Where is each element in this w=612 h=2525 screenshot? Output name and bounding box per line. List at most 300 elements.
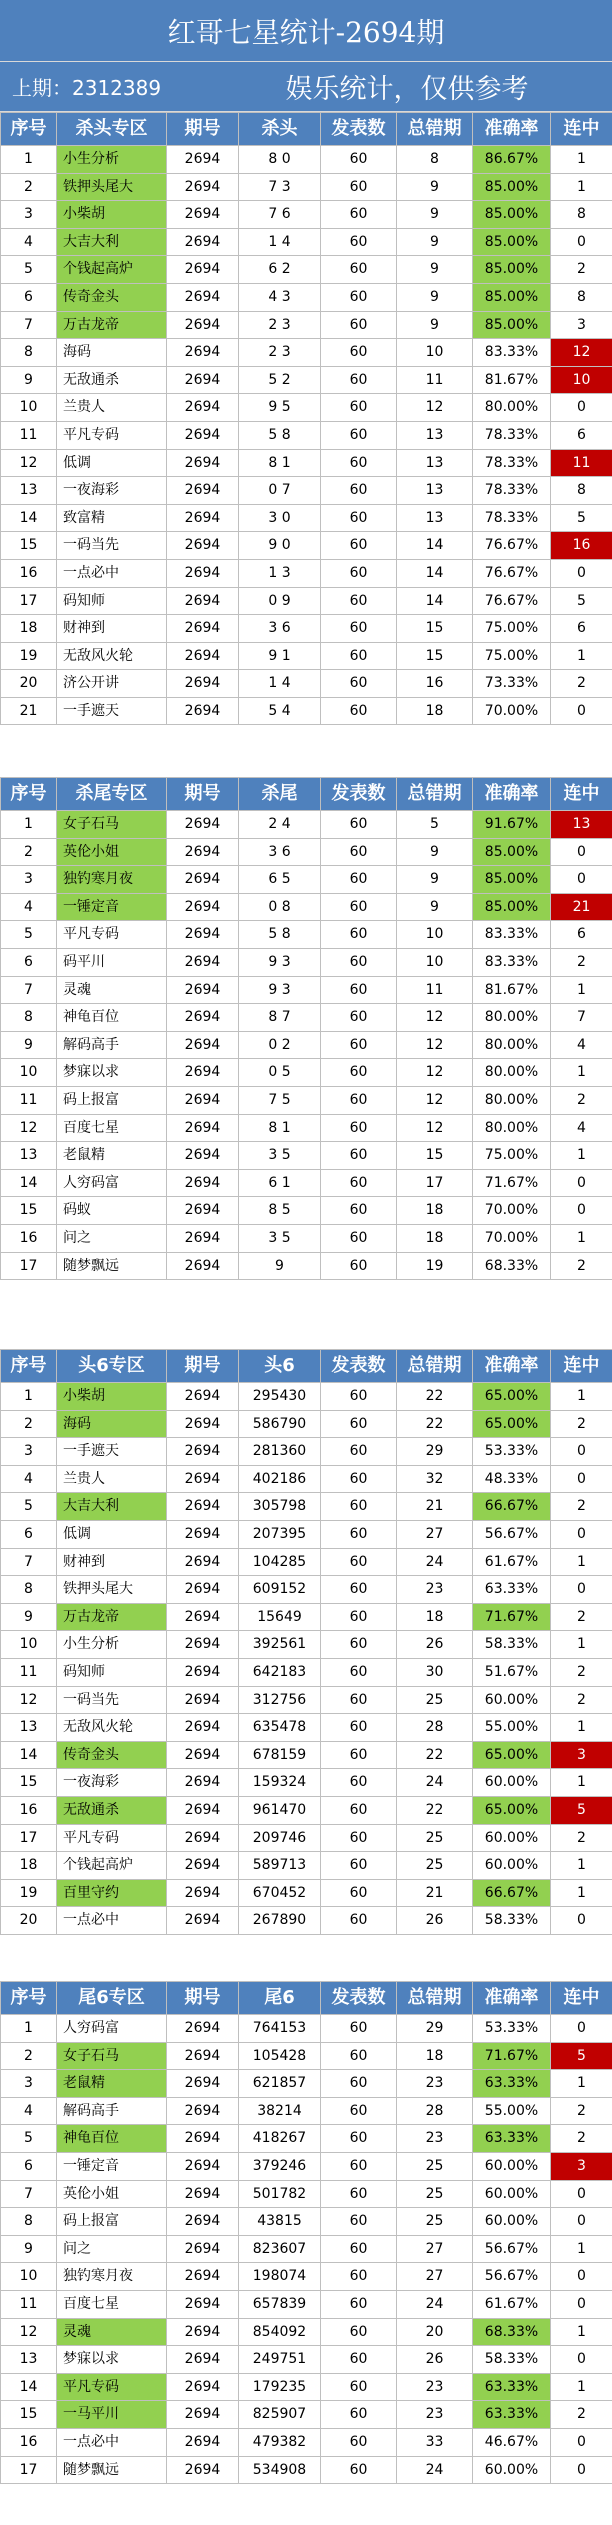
total-miss: 8 bbox=[397, 146, 473, 174]
accuracy: 60.00% bbox=[473, 2208, 551, 2236]
table-row bbox=[1, 2152, 612, 2180]
total-miss: 14 bbox=[397, 532, 473, 560]
prediction-value: 249751 bbox=[239, 2346, 321, 2374]
predictor-name: 一夜海彩 bbox=[57, 477, 167, 505]
streak: 1 bbox=[551, 2070, 612, 2098]
table-header-row bbox=[1, 1350, 612, 1383]
issue-number: 2694 bbox=[167, 2042, 239, 2070]
table-row bbox=[1, 2290, 612, 2318]
accuracy: 91.67% bbox=[473, 811, 551, 839]
row-index: 20 bbox=[1, 670, 57, 698]
row-index: 6 bbox=[1, 948, 57, 976]
accuracy: 85.00% bbox=[473, 201, 551, 229]
post-count: 60 bbox=[321, 2180, 397, 2208]
issue-number: 2694 bbox=[167, 2152, 239, 2180]
row-index: 21 bbox=[1, 697, 57, 725]
total-miss: 12 bbox=[397, 1114, 473, 1142]
row-index: 3 bbox=[1, 1438, 57, 1466]
predictor-name: 解码高手 bbox=[57, 2097, 167, 2125]
post-count: 60 bbox=[321, 642, 397, 670]
total-miss: 5 bbox=[397, 811, 473, 839]
total-miss: 20 bbox=[397, 2318, 473, 2346]
row-index: 13 bbox=[1, 477, 57, 505]
accuracy: 81.67% bbox=[473, 976, 551, 1004]
prediction-value: 6 2 bbox=[239, 256, 321, 284]
prediction-value: 2 3 bbox=[239, 311, 321, 339]
prediction-value: 764153 bbox=[239, 2015, 321, 2043]
predictor-name: 百度七星 bbox=[57, 1114, 167, 1142]
prediction-value: 402186 bbox=[239, 1465, 321, 1493]
post-count: 60 bbox=[321, 2346, 397, 2374]
total-miss: 26 bbox=[397, 1907, 473, 1935]
streak: 2 bbox=[551, 1686, 612, 1714]
row-index: 13 bbox=[1, 2346, 57, 2374]
post-count: 60 bbox=[321, 615, 397, 643]
row-index: 6 bbox=[1, 2152, 57, 2180]
predictor-name: 百度七星 bbox=[57, 2290, 167, 2318]
table-row bbox=[1, 1658, 612, 1686]
post-count: 60 bbox=[321, 559, 397, 587]
accuracy: 46.67% bbox=[473, 2428, 551, 2456]
table-row bbox=[1, 2070, 612, 2098]
post-count: 60 bbox=[321, 921, 397, 949]
issue-number: 2694 bbox=[167, 477, 239, 505]
issue-number: 2694 bbox=[167, 449, 239, 477]
accuracy: 60.00% bbox=[473, 2456, 551, 2484]
row-index: 15 bbox=[1, 1769, 57, 1797]
accuracy: 71.67% bbox=[473, 1169, 551, 1197]
prediction-value: 43815 bbox=[239, 2208, 321, 2236]
table-row bbox=[1, 201, 612, 229]
table-row bbox=[1, 1548, 612, 1576]
predictor-name: 小生分析 bbox=[57, 146, 167, 174]
row-index: 11 bbox=[1, 421, 57, 449]
streak: 8 bbox=[551, 283, 612, 311]
predictor-name: 一码当先 bbox=[57, 1686, 167, 1714]
streak: 2 bbox=[551, 1658, 612, 1686]
accuracy: 83.33% bbox=[473, 921, 551, 949]
column-header: 序号 bbox=[1, 1350, 57, 1383]
column-header: 头6 bbox=[239, 1350, 321, 1383]
prediction-value: 825907 bbox=[239, 2401, 321, 2429]
predictor-name: 个钱起高炉 bbox=[57, 1852, 167, 1880]
prediction-value: 7 6 bbox=[239, 201, 321, 229]
predictor-name: 传奇金头 bbox=[57, 1741, 167, 1769]
predictor-name: 随梦飘远 bbox=[57, 2456, 167, 2484]
predictor-name: 英伦小姐 bbox=[57, 2180, 167, 2208]
total-miss: 32 bbox=[397, 1465, 473, 1493]
table-row bbox=[1, 1741, 612, 1769]
stats-table bbox=[0, 777, 612, 1280]
predictor-name: 梦寐以求 bbox=[57, 2346, 167, 2374]
post-count: 60 bbox=[321, 1031, 397, 1059]
total-miss: 25 bbox=[397, 1852, 473, 1880]
predictor-name: 灵魂 bbox=[57, 2318, 167, 2346]
column-header: 发表数 bbox=[321, 1982, 397, 2015]
prediction-value: 6 5 bbox=[239, 866, 321, 894]
prediction-value: 501782 bbox=[239, 2180, 321, 2208]
total-miss: 22 bbox=[397, 1741, 473, 1769]
predictor-name: 铁押头尾大 bbox=[57, 1576, 167, 1604]
prediction-value: 0 9 bbox=[239, 587, 321, 615]
column-header: 序号 bbox=[1, 113, 57, 146]
accuracy: 83.33% bbox=[473, 948, 551, 976]
section-kill-tail bbox=[0, 777, 612, 1280]
accuracy: 63.33% bbox=[473, 2401, 551, 2429]
table-row bbox=[1, 866, 612, 894]
streak: 1 bbox=[551, 1769, 612, 1797]
prediction-value: 9 5 bbox=[239, 394, 321, 422]
post-count: 60 bbox=[321, 394, 397, 422]
total-miss: 10 bbox=[397, 921, 473, 949]
row-index: 9 bbox=[1, 1031, 57, 1059]
streak: 1 bbox=[551, 2235, 612, 2263]
prediction-value: 379246 bbox=[239, 2152, 321, 2180]
row-index: 8 bbox=[1, 2208, 57, 2236]
post-count: 60 bbox=[321, 2263, 397, 2291]
prediction-value: 5 8 bbox=[239, 421, 321, 449]
row-index: 15 bbox=[1, 2401, 57, 2429]
row-index: 9 bbox=[1, 2235, 57, 2263]
predictor-name: 英伦小姐 bbox=[57, 838, 167, 866]
column-header: 连中 bbox=[551, 1982, 612, 2015]
issue-number: 2694 bbox=[167, 1086, 239, 1114]
issue-number: 2694 bbox=[167, 866, 239, 894]
post-count: 60 bbox=[321, 1548, 397, 1576]
prediction-value: 209746 bbox=[239, 1824, 321, 1852]
issue-number: 2694 bbox=[167, 311, 239, 339]
total-miss: 12 bbox=[397, 1086, 473, 1114]
issue-number: 2694 bbox=[167, 394, 239, 422]
accuracy: 63.33% bbox=[473, 2070, 551, 2098]
prediction-value: 2 3 bbox=[239, 339, 321, 367]
row-index: 8 bbox=[1, 339, 57, 367]
issue-number: 2694 bbox=[167, 1465, 239, 1493]
total-miss: 9 bbox=[397, 866, 473, 894]
issue-number: 2694 bbox=[167, 587, 239, 615]
row-index: 16 bbox=[1, 1224, 57, 1252]
accuracy: 78.33% bbox=[473, 477, 551, 505]
predictor-name: 码蚁 bbox=[57, 1197, 167, 1225]
row-index: 8 bbox=[1, 1004, 57, 1032]
row-index: 2 bbox=[1, 2042, 57, 2070]
accuracy: 71.67% bbox=[473, 2042, 551, 2070]
table-row bbox=[1, 2456, 612, 2484]
accuracy: 63.33% bbox=[473, 2373, 551, 2401]
post-count: 60 bbox=[321, 1252, 397, 1280]
row-index: 14 bbox=[1, 504, 57, 532]
row-index: 1 bbox=[1, 2015, 57, 2043]
streak: 6 bbox=[551, 921, 612, 949]
column-header: 连中 bbox=[551, 1350, 612, 1383]
table-row bbox=[1, 921, 612, 949]
column-header: 尾6专区 bbox=[57, 1982, 167, 2015]
streak: 0 bbox=[551, 2346, 612, 2374]
predictor-name: 独钓寒月夜 bbox=[57, 866, 167, 894]
streak: 2 bbox=[551, 670, 612, 698]
post-count: 60 bbox=[321, 697, 397, 725]
row-index: 8 bbox=[1, 1576, 57, 1604]
accuracy: 81.67% bbox=[473, 366, 551, 394]
total-miss: 25 bbox=[397, 1824, 473, 1852]
predictor-name: 个钱起高炉 bbox=[57, 256, 167, 284]
issue-number: 2694 bbox=[167, 1142, 239, 1170]
accuracy: 56.67% bbox=[473, 2263, 551, 2291]
table-row bbox=[1, 670, 612, 698]
table-row bbox=[1, 2125, 612, 2153]
row-index: 5 bbox=[1, 256, 57, 284]
issue-number: 2694 bbox=[167, 1114, 239, 1142]
issue-number: 2694 bbox=[167, 1658, 239, 1686]
total-miss: 15 bbox=[397, 642, 473, 670]
streak: 1 bbox=[551, 173, 612, 201]
row-index: 16 bbox=[1, 1796, 57, 1824]
table-row bbox=[1, 697, 612, 725]
row-index: 9 bbox=[1, 366, 57, 394]
column-header: 尾6 bbox=[239, 1982, 321, 2015]
predictor-name: 兰贵人 bbox=[57, 394, 167, 422]
total-miss: 23 bbox=[397, 1576, 473, 1604]
predictor-name: 独钓寒月夜 bbox=[57, 2263, 167, 2291]
streak: 2 bbox=[551, 1086, 612, 1114]
total-miss: 24 bbox=[397, 1769, 473, 1797]
predictor-name: 神龟百位 bbox=[57, 2125, 167, 2153]
accuracy: 75.00% bbox=[473, 615, 551, 643]
post-count: 60 bbox=[321, 366, 397, 394]
column-header: 杀尾 bbox=[239, 778, 321, 811]
accuracy: 56.67% bbox=[473, 2235, 551, 2263]
total-miss: 9 bbox=[397, 893, 473, 921]
prediction-value: 2 4 bbox=[239, 811, 321, 839]
post-count: 60 bbox=[321, 283, 397, 311]
disclaimer-text: 娱乐统计，仅供参考 bbox=[285, 74, 529, 105]
prediction-value: 0 8 bbox=[239, 893, 321, 921]
prediction-value: 9 0 bbox=[239, 532, 321, 560]
accuracy: 55.00% bbox=[473, 2097, 551, 2125]
accuracy: 80.00% bbox=[473, 1059, 551, 1087]
issue-number: 2694 bbox=[167, 366, 239, 394]
streak: 0 bbox=[551, 228, 612, 256]
row-index: 10 bbox=[1, 1059, 57, 1087]
post-count: 60 bbox=[321, 948, 397, 976]
accuracy: 85.00% bbox=[473, 893, 551, 921]
total-miss: 9 bbox=[397, 283, 473, 311]
post-count: 60 bbox=[321, 2042, 397, 2070]
row-index: 4 bbox=[1, 893, 57, 921]
row-index: 14 bbox=[1, 1169, 57, 1197]
prediction-value: 642183 bbox=[239, 1658, 321, 1686]
prediction-value: 586790 bbox=[239, 1410, 321, 1438]
accuracy: 68.33% bbox=[473, 2318, 551, 2346]
total-miss: 23 bbox=[397, 2125, 473, 2153]
total-miss: 21 bbox=[397, 1493, 473, 1521]
total-miss: 24 bbox=[397, 1548, 473, 1576]
streak: 11 bbox=[551, 449, 612, 477]
total-miss: 25 bbox=[397, 2152, 473, 2180]
total-miss: 14 bbox=[397, 587, 473, 615]
predictor-name: 兰贵人 bbox=[57, 1465, 167, 1493]
post-count: 60 bbox=[321, 1631, 397, 1659]
total-miss: 25 bbox=[397, 2208, 473, 2236]
post-count: 60 bbox=[321, 2070, 397, 2098]
streak: 0 bbox=[551, 2180, 612, 2208]
post-count: 60 bbox=[321, 1824, 397, 1852]
total-miss: 9 bbox=[397, 173, 473, 201]
prediction-value: 9 bbox=[239, 1252, 321, 1280]
accuracy: 71.67% bbox=[473, 1603, 551, 1631]
prediction-value: 1 4 bbox=[239, 670, 321, 698]
issue-number: 2694 bbox=[167, 811, 239, 839]
accuracy: 60.00% bbox=[473, 1769, 551, 1797]
table-row bbox=[1, 2180, 612, 2208]
prediction-value: 0 2 bbox=[239, 1031, 321, 1059]
predictor-name: 一码当先 bbox=[57, 532, 167, 560]
column-header: 准确率 bbox=[473, 1350, 551, 1383]
post-count: 60 bbox=[321, 1879, 397, 1907]
streak: 4 bbox=[551, 1114, 612, 1142]
streak: 10 bbox=[551, 366, 612, 394]
accuracy: 66.67% bbox=[473, 1493, 551, 1521]
row-index: 6 bbox=[1, 283, 57, 311]
prediction-value: 3 5 bbox=[239, 1224, 321, 1252]
column-header: 序号 bbox=[1, 778, 57, 811]
issue-number: 2694 bbox=[167, 921, 239, 949]
post-count: 60 bbox=[321, 532, 397, 560]
table-row bbox=[1, 1410, 612, 1438]
issue-number: 2694 bbox=[167, 1576, 239, 1604]
table-row bbox=[1, 559, 612, 587]
total-miss: 27 bbox=[397, 2263, 473, 2291]
post-count: 60 bbox=[321, 1438, 397, 1466]
post-count: 60 bbox=[321, 2097, 397, 2125]
row-index: 14 bbox=[1, 2373, 57, 2401]
prediction-value: 657839 bbox=[239, 2290, 321, 2318]
table-row bbox=[1, 1686, 612, 1714]
column-header: 发表数 bbox=[321, 113, 397, 146]
post-count: 60 bbox=[321, 1465, 397, 1493]
column-header: 连中 bbox=[551, 778, 612, 811]
total-miss: 25 bbox=[397, 1686, 473, 1714]
issue-number: 2694 bbox=[167, 256, 239, 284]
table-row bbox=[1, 1879, 612, 1907]
issue-number: 2694 bbox=[167, 1907, 239, 1935]
streak: 2 bbox=[551, 2125, 612, 2153]
section-head-six bbox=[0, 1349, 612, 1935]
predictor-name: 海码 bbox=[57, 1410, 167, 1438]
streak: 2 bbox=[551, 1252, 612, 1280]
row-index: 2 bbox=[1, 173, 57, 201]
streak: 1 bbox=[551, 2318, 612, 2346]
prediction-value: 5 4 bbox=[239, 697, 321, 725]
row-index: 12 bbox=[1, 2318, 57, 2346]
streak: 3 bbox=[551, 2152, 612, 2180]
predictor-name: 灵魂 bbox=[57, 976, 167, 1004]
issue-number: 2694 bbox=[167, 1197, 239, 1225]
prediction-value: 3 6 bbox=[239, 838, 321, 866]
row-index: 3 bbox=[1, 201, 57, 229]
row-index: 11 bbox=[1, 1658, 57, 1686]
post-count: 60 bbox=[321, 893, 397, 921]
row-index: 10 bbox=[1, 1631, 57, 1659]
total-miss: 28 bbox=[397, 1714, 473, 1742]
issue-number: 2694 bbox=[167, 2428, 239, 2456]
stats-table bbox=[0, 112, 612, 725]
row-index: 15 bbox=[1, 1197, 57, 1225]
post-count: 60 bbox=[321, 1197, 397, 1225]
issue-number: 2694 bbox=[167, 173, 239, 201]
accuracy: 60.00% bbox=[473, 1686, 551, 1714]
table-row bbox=[1, 173, 612, 201]
column-header: 期号 bbox=[167, 1350, 239, 1383]
row-index: 7 bbox=[1, 2180, 57, 2208]
streak: 2 bbox=[551, 1603, 612, 1631]
predictor-name: 一马平川 bbox=[57, 2401, 167, 2429]
issue-number: 2694 bbox=[167, 1031, 239, 1059]
prediction-value: 678159 bbox=[239, 1741, 321, 1769]
issue-number: 2694 bbox=[167, 2070, 239, 2098]
streak: 8 bbox=[551, 201, 612, 229]
table-row bbox=[1, 1114, 612, 1142]
table-row bbox=[1, 2015, 612, 2043]
predictor-name: 码上报富 bbox=[57, 1086, 167, 1114]
accuracy: 76.67% bbox=[473, 559, 551, 587]
accuracy: 80.00% bbox=[473, 1086, 551, 1114]
table-row bbox=[1, 146, 612, 174]
column-header: 准确率 bbox=[473, 113, 551, 146]
post-count: 60 bbox=[321, 2208, 397, 2236]
streak: 0 bbox=[551, 1520, 612, 1548]
total-miss: 12 bbox=[397, 1031, 473, 1059]
issue-number: 2694 bbox=[167, 697, 239, 725]
predictor-name: 女子石马 bbox=[57, 811, 167, 839]
total-miss: 9 bbox=[397, 256, 473, 284]
prediction-value: 635478 bbox=[239, 1714, 321, 1742]
post-count: 60 bbox=[321, 2318, 397, 2346]
post-count: 60 bbox=[321, 1086, 397, 1114]
issue-number: 2694 bbox=[167, 421, 239, 449]
streak: 1 bbox=[551, 1224, 612, 1252]
accuracy: 61.67% bbox=[473, 1548, 551, 1576]
predictor-name: 女子石马 bbox=[57, 2042, 167, 2070]
predictor-name: 老鼠精 bbox=[57, 1142, 167, 1170]
predictor-name: 老鼠精 bbox=[57, 2070, 167, 2098]
table-row bbox=[1, 1465, 612, 1493]
total-miss: 12 bbox=[397, 1059, 473, 1087]
issue-number: 2694 bbox=[167, 504, 239, 532]
predictor-name: 小生分析 bbox=[57, 1631, 167, 1659]
post-count: 60 bbox=[321, 1520, 397, 1548]
table-row bbox=[1, 1224, 612, 1252]
prediction-value: 392561 bbox=[239, 1631, 321, 1659]
table-row bbox=[1, 1383, 612, 1411]
streak: 2 bbox=[551, 2097, 612, 2125]
accuracy: 58.33% bbox=[473, 1907, 551, 1935]
predictor-name: 大吉大利 bbox=[57, 1493, 167, 1521]
prediction-value: 589713 bbox=[239, 1852, 321, 1880]
total-miss: 9 bbox=[397, 201, 473, 229]
total-miss: 10 bbox=[397, 948, 473, 976]
table-row bbox=[1, 394, 612, 422]
post-count: 60 bbox=[321, 670, 397, 698]
row-index: 7 bbox=[1, 1548, 57, 1576]
row-index: 3 bbox=[1, 2070, 57, 2098]
total-miss: 16 bbox=[397, 670, 473, 698]
streak: 1 bbox=[551, 1059, 612, 1087]
post-count: 60 bbox=[321, 976, 397, 1004]
accuracy: 80.00% bbox=[473, 1114, 551, 1142]
issue-number: 2694 bbox=[167, 2263, 239, 2291]
total-miss: 33 bbox=[397, 2428, 473, 2456]
